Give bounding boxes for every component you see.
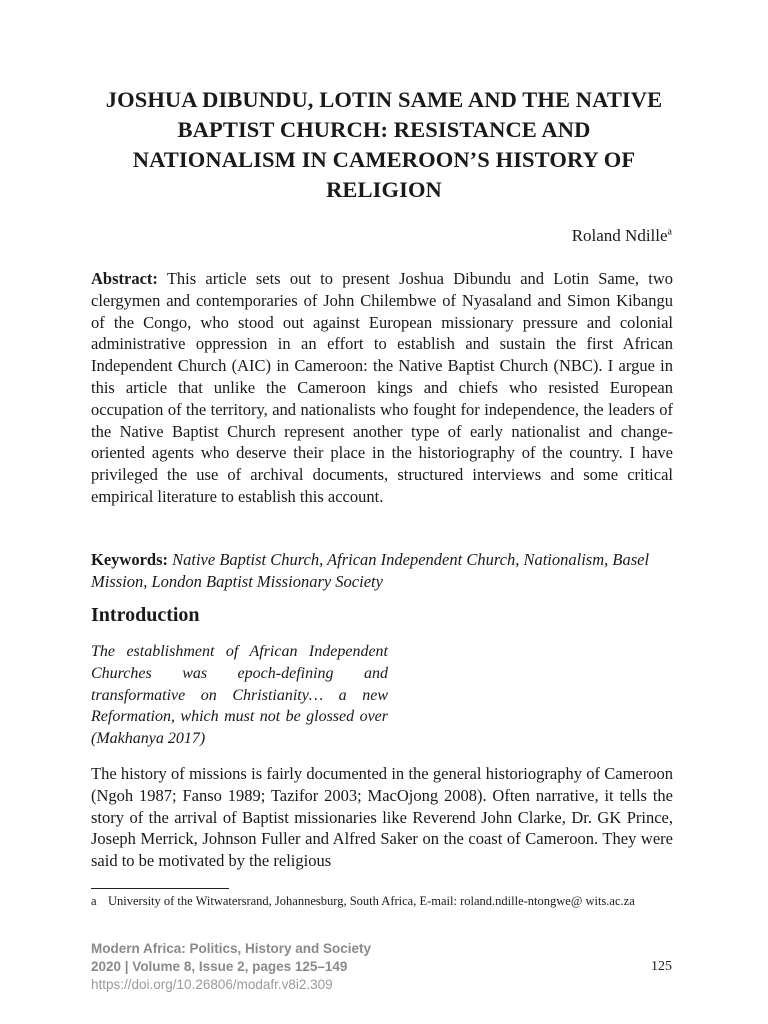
keywords-label: Keywords: [91,550,168,569]
doi-link[interactable]: https://doi.org/10.26806/modafr.v8i2.309 [91,977,333,992]
abstract [91,268,673,508]
abstract-text: This article sets out to present Joshua Dibundu and Lotin Same, two clergymen and contemporaries of John Chilembwe of Nyasaland and Simon Kibangu of the Congo, who stood out against European missionary pressure and colonial administrative oppression in an effort to establish and sustain the first African Independent Church (AIC) in Cameroon: the Native Baptist Church (NBC). I argue in this article that unlike the Cameroon kings and chiefs who resisted European occupation of the territory, and nationalists who fought for independence, the leaders of the Native Baptist Church represent another type of early nationalist and change-oriented agents who deserve their place in the historiography of the country. I have privileged the use of archival documents, structured interviews and some critical empirical literature to establish this account. [91,269,674,506]
footnote [91,893,681,910]
page-number: 125 [651,959,672,974]
introduction-heading: Introduction [91,604,200,626]
journal-issue: 2020 | Volume 8, Issue 2, pages 125–149 [91,959,348,974]
epigraph-quote: The establishment of African Independent Churches was epoch-defining and transformative on Christianity… a new Reformation, which must not be glossed over (Makhanya 2017) [91,643,388,748]
introduction-paragraph: The history of missions is fairly documented in the general historiography of Cameroon (Ngoh 1987; Fanso 1989; Tazifor 2003; MacOjong 2008). Often narrative, it tells the story of the arrival of Baptist missionaries like Reverend John Clarke, Dr. GK Prince, Joseph Merrick, Johnson Fuller and Alfred Saker on the coast of Cameroon. They were said to be motivated by the religious [91,764,673,871]
article-title: JOSHUA DIBUNDU, LOTIN SAME AND THE NATIVE BAPTIST CHURCH: RESISTANCE AND NATIONALISM IN CAMEROON’S HISTORY OF RELIGION [105,87,663,202]
abstract-label: Abstract: [91,269,158,288]
author-line [572,226,672,246]
footnote-mark: a [91,894,97,908]
keywords [91,549,673,593]
author-name: Roland Ndille [571,226,668,245]
keywords-list: Native Baptist Church, African Independent Church, Nationalism, Basel Mission, London Baptist Missionary Society [91,550,650,591]
journal-info [91,940,371,994]
journal-name: Modern Africa: Politics, History and Society [91,941,372,956]
footnote-divider [91,888,229,889]
footnote-text: University of the Witwatersrand, Johannesburg, South Africa, E-mail: roland.ndille-ntongwe@ wits.ac.za [108,894,635,908]
author-affiliation-mark: a [667,226,672,238]
